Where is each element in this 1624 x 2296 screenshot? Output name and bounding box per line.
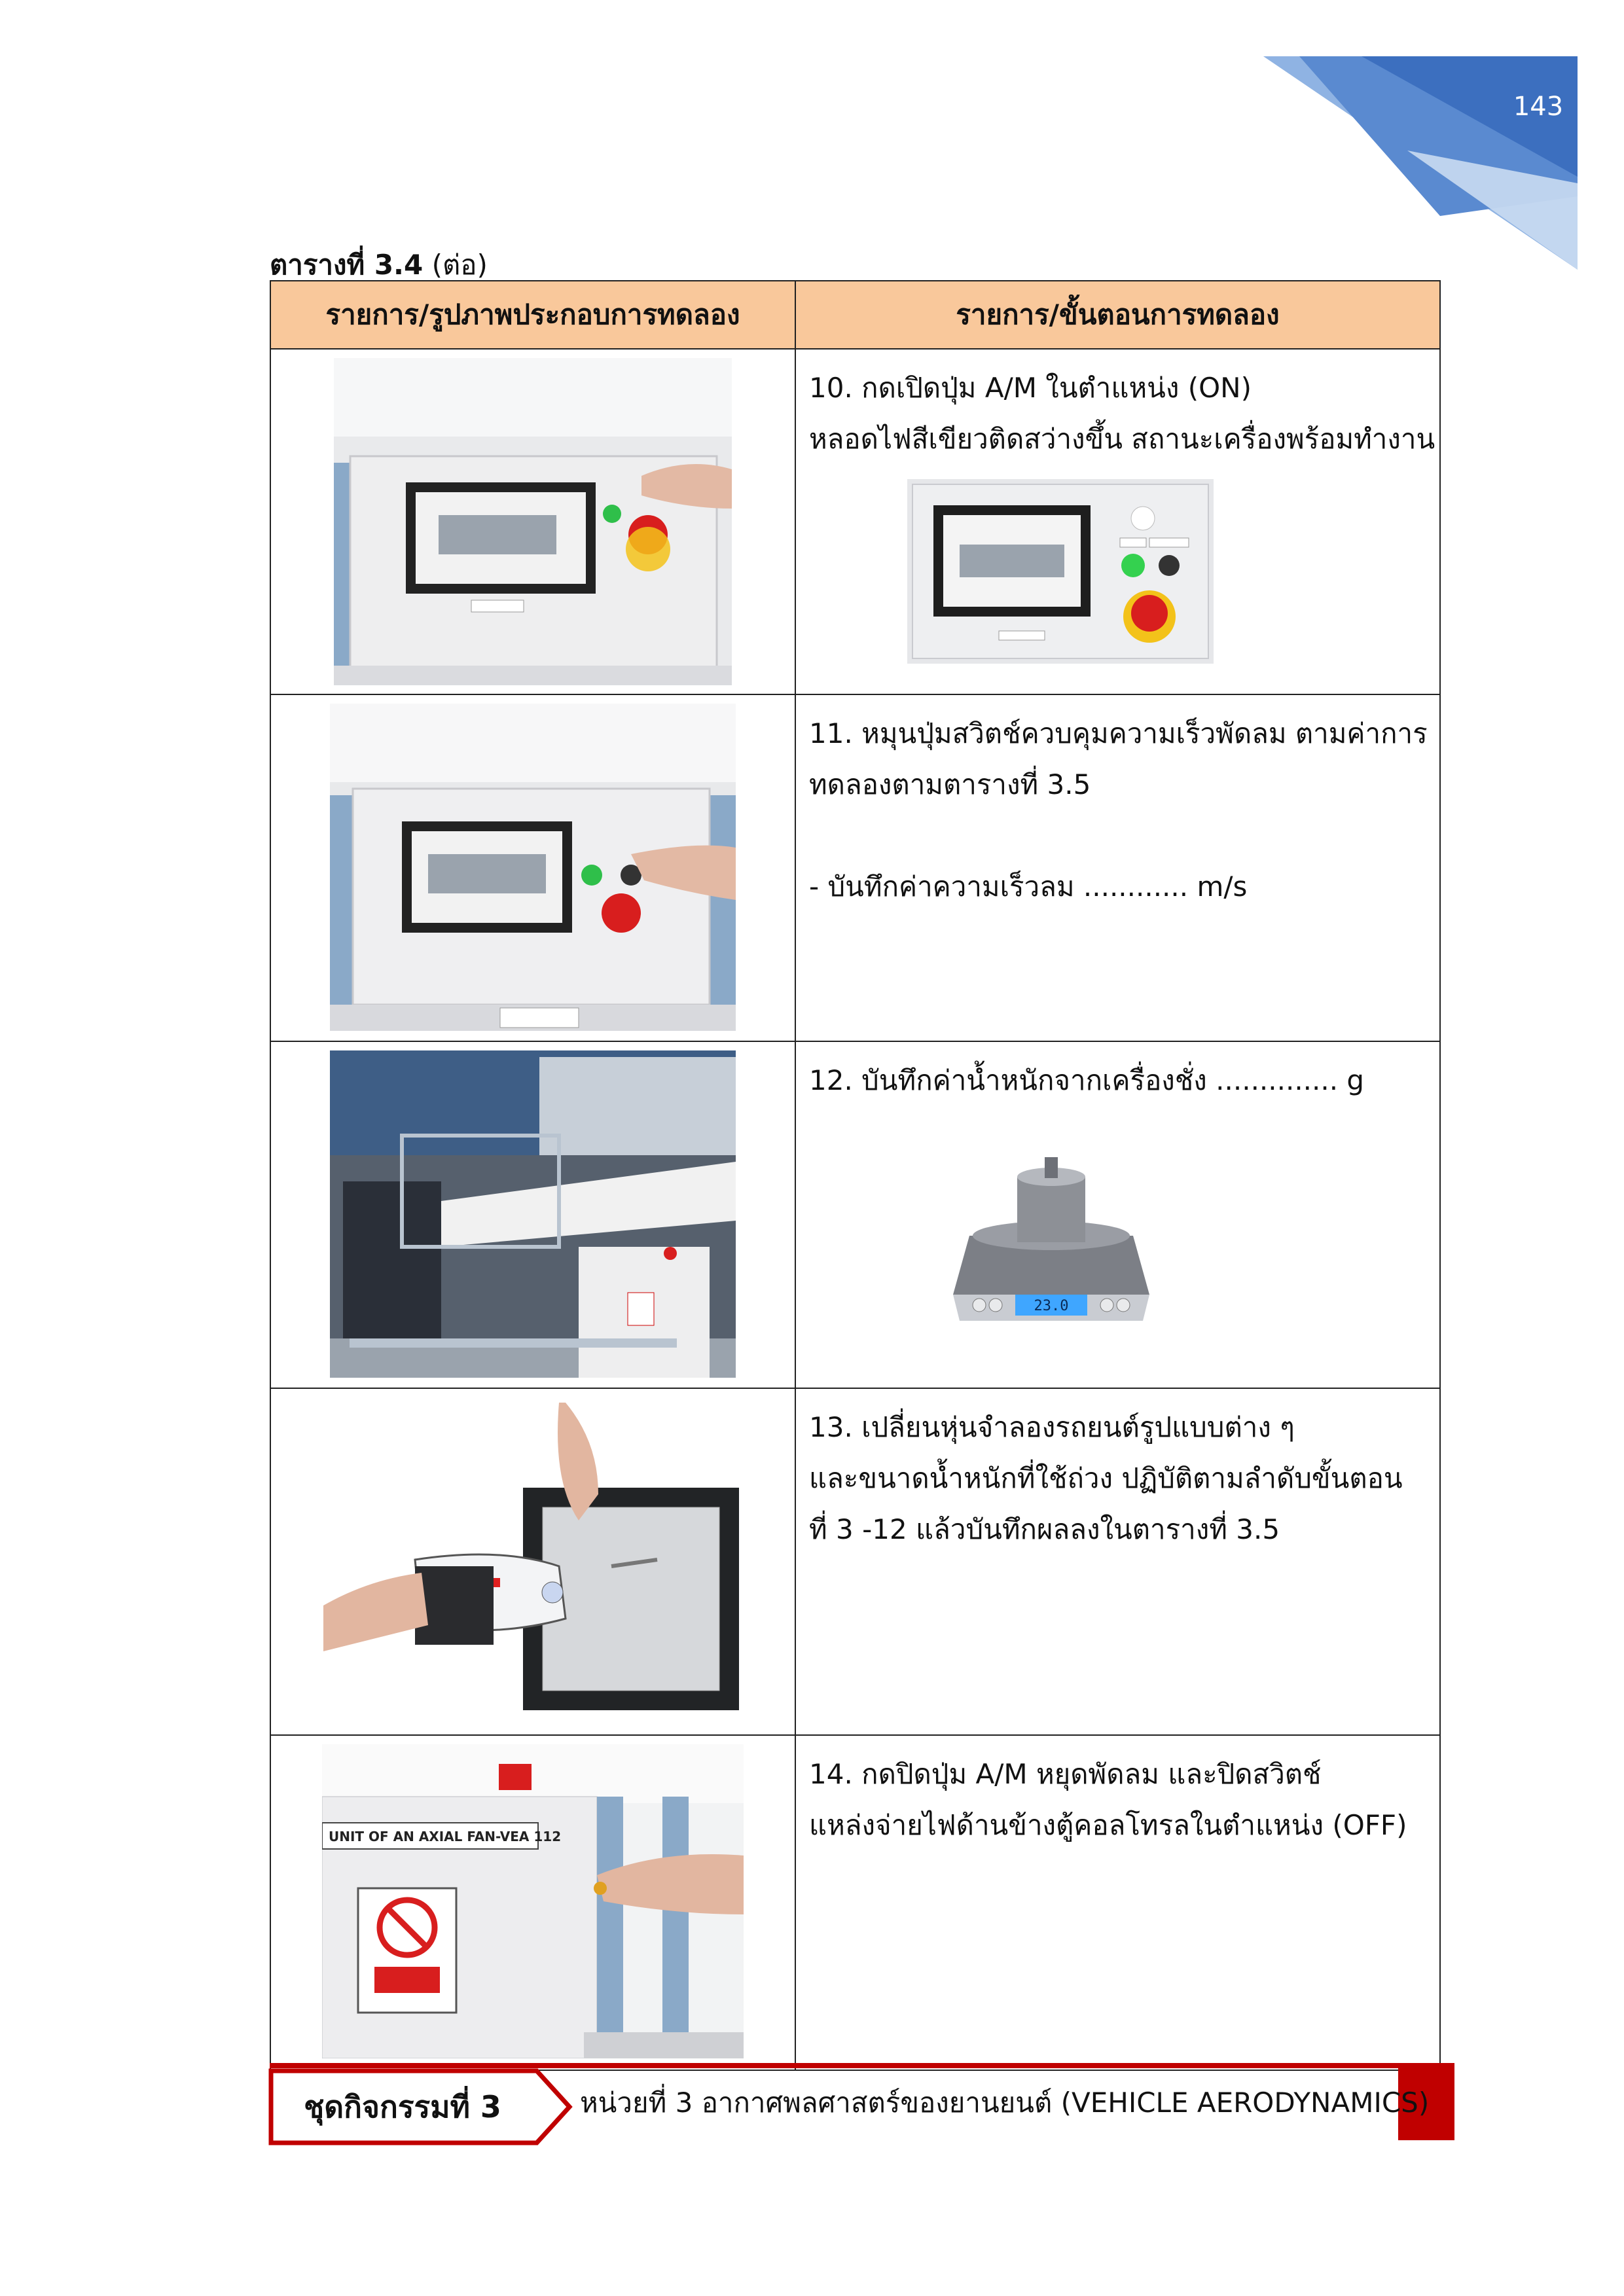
unit-title: หน่วยที่ 3 อากาศพลศาสตร์ของยานยนต์ (VEHICLE AERODYNAMICS) (580, 2087, 1430, 2119)
table-row (270, 694, 1440, 1041)
step-10-line-2: หลอดไฟสีเขียวติดสว่างขึ้น สถานะเครื่องพร้อมทำงาน (809, 423, 1435, 455)
green-lamp-panel-photo (907, 479, 1214, 664)
step-11-line-3 (809, 810, 1439, 861)
step-cell (795, 1388, 1440, 1735)
image-cell (270, 1041, 795, 1388)
header-steps: รายการ/ขั้นตอนการทดลอง (795, 281, 1440, 349)
step-10-line-1: 10. กดเปิดปุ่ม A/M ในตำแหน่ง (ON) (809, 372, 1252, 404)
machine-label-text: UNIT OF AN AXIAL FAN-VEA 112 (329, 1829, 562, 1844)
step-cell (795, 1041, 1440, 1388)
control-panel-press-button-photo (334, 358, 732, 685)
procedure-table (270, 280, 1441, 2071)
model-car-swap-photo (323, 1403, 742, 1730)
table-row (270, 1388, 1440, 1735)
step-11-line-1: 11. หมุนปุ่มสวิตช์ควบคุมความเร็วพัดลม ตามค่าการ (809, 717, 1428, 749)
table-row (270, 349, 1440, 694)
speed-knob-turn-photo (330, 704, 736, 1031)
scale-display-reading: 23.0 (1034, 1298, 1069, 1314)
step-cell (795, 1735, 1440, 2070)
page-corner-decoration (0, 0, 1624, 288)
activity-label-box (268, 2068, 576, 2145)
wind-tunnel-rig-photo (330, 1050, 736, 1378)
table-caption-number: ตารางที่ 3.4 (270, 249, 424, 281)
image-cell (270, 1388, 795, 1735)
side-power-switch-photo (322, 1744, 744, 2058)
step-14-line-1: 14. กดปิดปุ่ม A/M หยุดพัดลม และปิดสวิตช์ (809, 1758, 1322, 1790)
step-14-line-2: แหล่งจ่ายไฟด้านข้างตู้คอลโทรลในตำแหน่ง (OFF) (809, 1809, 1407, 1841)
step-13-line-3: ที่ 3 -12 แล้วบันทึกผลลงในตารางที่ 3.5 (809, 1513, 1280, 1545)
activity-label-text: ชุดกิจกรรมที่ 3 (304, 2089, 501, 2125)
weighing-scale-photo (940, 1131, 1163, 1334)
table-row (270, 1735, 1440, 2070)
image-cell (270, 349, 795, 694)
step-11-line-2: ทดลองตามตารางที่ 3.5 (809, 768, 1091, 800)
table-caption-suffix: (ต่อ) (423, 249, 488, 281)
table-row (270, 1041, 1440, 1388)
step-cell (795, 349, 1440, 694)
header-images: รายการ/รูปภาพประกอบการทดลอง (270, 281, 795, 349)
footer-divider (270, 2063, 1454, 2068)
step-11-line-4: - บันทึกค่าความเร็วลม ............ m/s (809, 870, 1248, 903)
step-cell (795, 694, 1440, 1041)
image-cell (270, 1735, 795, 2070)
table-header-row (270, 281, 1440, 349)
image-cell (270, 694, 795, 1041)
step-12-line-1: 12. บันทึกค่าน้ำหนักจากเครื่องชั่ง .............. g (809, 1064, 1365, 1096)
page-number: 143 (1513, 92, 1564, 122)
step-13-line-1: 13. เปลี่ยนหุ่นจำลองรถยนต์รูปแบบต่าง ๆ (809, 1411, 1295, 1443)
step-13-line-2: และขนาดน้ำหนักที่ใช้ถ่วง ปฏิบัติตามลำดับขั้นตอน (809, 1462, 1403, 1494)
